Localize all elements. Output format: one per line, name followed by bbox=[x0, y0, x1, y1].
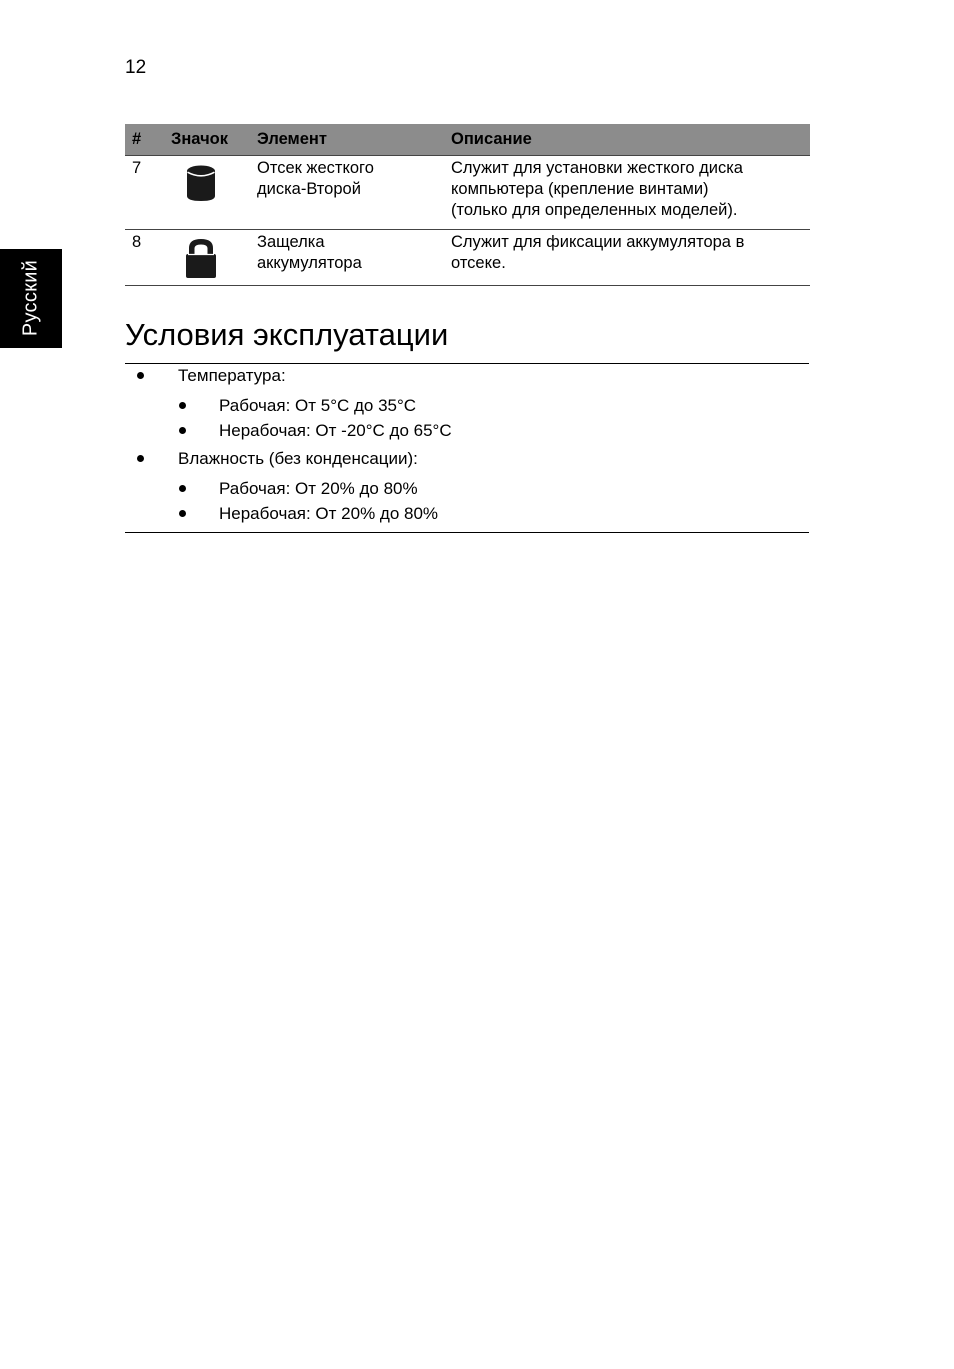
header-icon: Значок bbox=[167, 124, 249, 156]
section-title: Условия эксплуатации bbox=[125, 317, 449, 352]
bullet-icon bbox=[179, 427, 186, 434]
table-row bbox=[125, 156, 810, 230]
description-line: отсеке. bbox=[451, 254, 506, 272]
element-name-line: диска-Второй bbox=[257, 180, 361, 198]
header-description: Описание bbox=[447, 124, 810, 156]
language-side-tab-label: Русский bbox=[19, 259, 42, 337]
page-number: 12 bbox=[125, 57, 147, 78]
list-subitem: Рабочая: От 5°C до 35°C bbox=[219, 396, 417, 415]
list-subitem: Рабочая: От 20% до 80% bbox=[219, 479, 418, 498]
section-divider-top bbox=[125, 363, 809, 364]
components-table bbox=[125, 124, 810, 286]
bullet-icon bbox=[137, 455, 144, 462]
bullet-icon bbox=[137, 372, 144, 379]
bullet-icon bbox=[179, 485, 186, 492]
header-element: Элемент bbox=[249, 124, 447, 156]
hard-disk-cylinder-icon bbox=[186, 164, 216, 202]
section-divider-bottom bbox=[125, 532, 809, 533]
table-header-row bbox=[125, 124, 810, 156]
header-num: # bbox=[125, 124, 167, 156]
description-line: Служит для фиксации аккумулятора в bbox=[451, 233, 745, 251]
list-item: Температура: bbox=[178, 366, 286, 385]
list-subitem: Нерабочая: От -20°C до 65°C bbox=[219, 421, 452, 440]
language-side-tab bbox=[0, 249, 62, 348]
description-line: (только для определенных моделей). bbox=[451, 201, 738, 219]
battery-lock-icon bbox=[185, 238, 217, 279]
row-num: 8 bbox=[125, 230, 167, 286]
bullet-icon bbox=[179, 510, 186, 517]
list-item: Влажность (без конденсации): bbox=[178, 449, 418, 468]
element-name-line: аккумулятора bbox=[257, 254, 362, 272]
table-row bbox=[125, 230, 810, 286]
row-num: 7 bbox=[125, 156, 167, 230]
element-name-line: Защелка bbox=[257, 233, 325, 251]
list-subitem: Нерабочая: От 20% до 80% bbox=[219, 504, 439, 523]
bullet-icon bbox=[179, 402, 186, 409]
element-name-line: Отсек жесткого bbox=[257, 159, 374, 177]
description-line: Служит для установки жесткого диска bbox=[451, 159, 743, 177]
description-line: компьютера (крепление винтами) bbox=[451, 180, 709, 198]
